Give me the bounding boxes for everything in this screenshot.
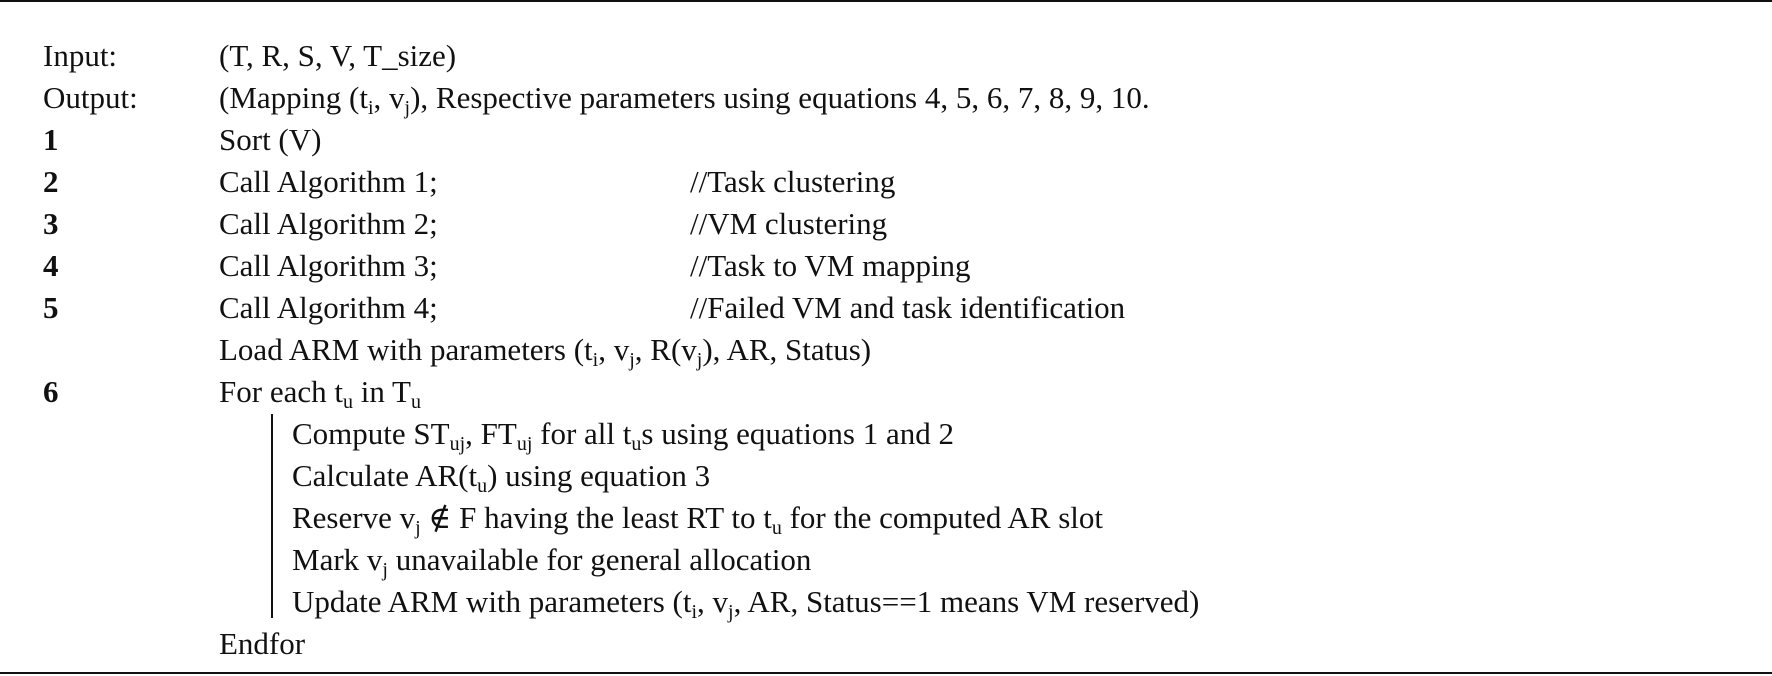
top-rule <box>0 0 1772 2</box>
output-text: (Mapping ($t_i$, $v_j$), Respective parameters using equations 4, 5, 6, 7, 8, 9, 10. <box>219 80 1150 119</box>
compute-text: Compute $ST_{uj}$, $FT_{uj}$ for all $t_us$ using equations 1 and 2 <box>292 416 954 455</box>
load-arm-row <box>0 329 1772 371</box>
loop-line-reserve <box>0 497 1772 539</box>
update-text: Update ARM with parameters ($t_i$, $v_j$, AR, Status==1 means VM reserved) <box>292 584 1200 623</box>
output-label: Output: <box>43 80 138 115</box>
mark-text: Mark $v_j$ unavailable for general allocation <box>292 542 812 581</box>
step-number: 6 <box>43 374 59 409</box>
input-label: Input: <box>43 38 118 73</box>
step-comment: //Failed VM and task identification <box>690 290 1126 325</box>
step-row-5 <box>0 287 1772 329</box>
step-number: 3 <box>43 206 59 241</box>
loop-line-compute <box>0 413 1772 455</box>
step-number: 5 <box>43 290 59 325</box>
step-row-6 <box>0 371 1772 413</box>
step-row-3 <box>0 203 1772 245</box>
endfor-text: Endfor <box>219 626 306 661</box>
load-arm-text: Load ARM with parameters ($t_i$, $v_j$, $R(v_j)$, AR, Status) <box>219 332 872 371</box>
step-text: Call Algorithm 1; <box>219 164 438 199</box>
endfor-row <box>0 623 1772 665</box>
output-row <box>0 77 1772 119</box>
step-text: Sort (V) <box>219 122 322 157</box>
step-row-4 <box>0 245 1772 287</box>
step-number: 4 <box>43 248 59 283</box>
step-row-1 <box>0 119 1772 161</box>
input-text: (T, R, S, V, T_size) <box>219 38 457 73</box>
step-text: Call Algorithm 2; <box>219 206 438 241</box>
step-number: 1 <box>43 122 59 157</box>
reserve-text: Reserve $v_j$ ∉ F having the least RT to $t_u$ for the computed AR slot <box>292 500 1103 539</box>
calculate-text: Calculate $AR(t_u)$ using equation 3 <box>292 458 711 497</box>
step-text: Call Algorithm 3; <box>219 248 438 283</box>
step-number: 2 <box>43 164 59 199</box>
step-comment: //VM clustering <box>690 206 888 241</box>
bottom-rule <box>0 672 1772 674</box>
for-each-text: For each $t_u$ in $T_u$ <box>219 374 421 413</box>
step-comment: //Task clustering <box>690 164 896 199</box>
step-comment: //Task to VM mapping <box>690 248 971 283</box>
loop-line-update <box>0 581 1772 623</box>
step-text: Call Algorithm 4; <box>219 290 438 325</box>
loop-line-mark <box>0 539 1772 581</box>
input-row <box>0 35 1772 77</box>
loop-line-calculate <box>0 455 1772 497</box>
step-row-2 <box>0 161 1772 203</box>
